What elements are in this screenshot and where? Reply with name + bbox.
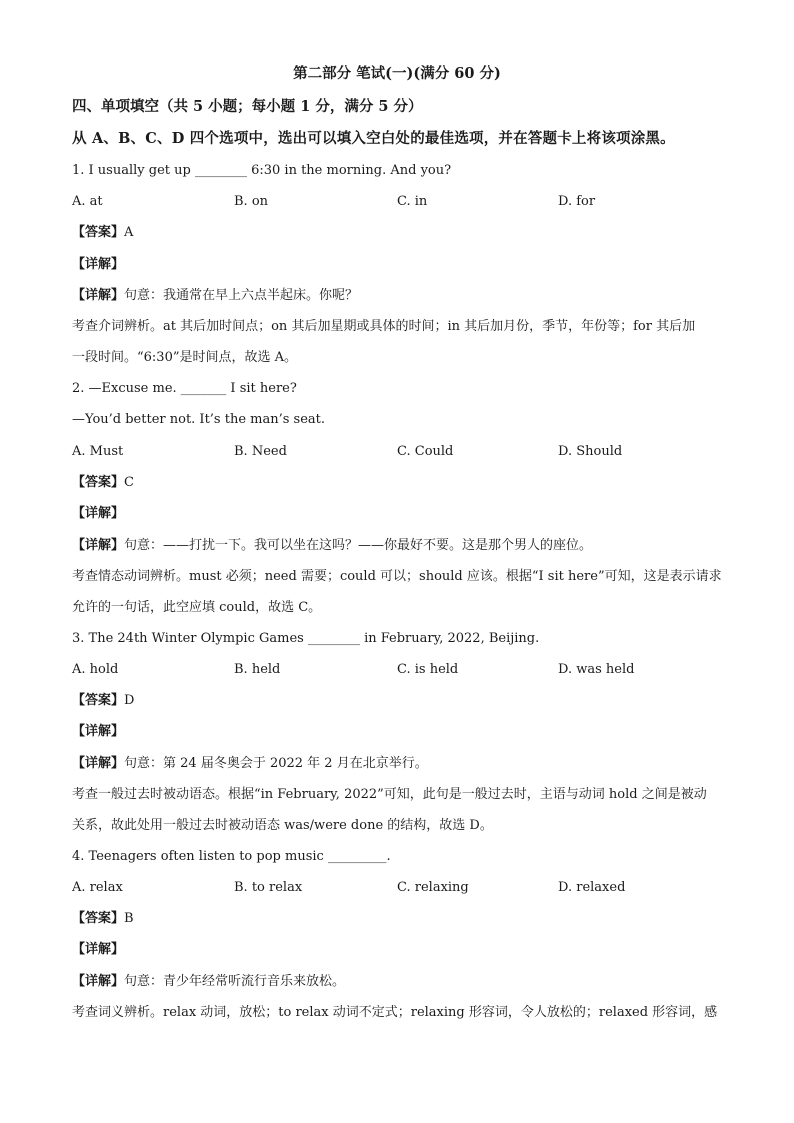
detail-label: 【详解】 [72, 506, 125, 521]
answer-value: C [124, 475, 134, 490]
answer-label: 【答案】 [72, 911, 125, 926]
question-4-option-b: B. to relax [234, 880, 303, 895]
question-2-option-b: B. Need [234, 444, 287, 459]
question-1-option-c: C. in [397, 194, 428, 209]
question-1-stem: 1. I usually get up ________ 6:30 in the morning. And you? [72, 163, 452, 178]
question-1-analysis-line-1: 考查介词辨析。at 其后加时间点；on 其后加星期或具体的时间；in 其后加月份，季节，年份等；for 其后加 [72, 319, 696, 334]
question-3-analysis-line-1: 考查一般过去时被动语态。根据“in February, 2022”可知，此句是一般过去时，主语与动词 hold 之间是被动 [72, 787, 707, 802]
page-title: 第二部分 笔试(一)(满分 60 分) [293, 65, 501, 82]
detail-label: 【详解】 [72, 942, 125, 957]
question-2-option-d: D. Should [558, 444, 623, 459]
question-3-analysis-line-2: 关系，故此处用一般过去时被动语态 was/were done 的结构，故选 D。 [72, 818, 493, 833]
answer-label: 【答案】 [72, 693, 125, 708]
section-heading: 四、单项填空（共 5 小题；每小题 1 分，满分 5 分） [72, 98, 423, 115]
question-2-option-c: C. Could [397, 444, 454, 459]
instructions: 从 A、B、C、D 四个选项中，选出可以填入空白处的最佳选项，并在答题卡上将该项涂黑。 [72, 130, 675, 147]
question-2-stem-line-2: —You’d better not. It’s the man’s seat. [72, 412, 326, 427]
question-3-answer [72, 693, 134, 709]
question-2-option-a: A. Must [72, 444, 124, 459]
answer-value: D [124, 693, 135, 708]
detail-label: 【详解】 [72, 724, 125, 739]
answer-value: A [124, 225, 134, 240]
detail-label: 【详解】 [72, 288, 125, 303]
question-2-translation [72, 538, 592, 554]
question-1-analysis-line-2: 一段时间。“6:30”是时间点，故选 A。 [72, 350, 298, 365]
question-1-detail-heading [72, 257, 124, 273]
answer-value: B [124, 911, 134, 926]
question-4-detail-heading [72, 942, 124, 958]
detail-label: 【详解】 [72, 756, 125, 771]
question-4-option-a: A. relax [72, 880, 123, 895]
question-3-stem: 3. The 24th Winter Olympic Games ________ in February, 2022, Beijing. [72, 631, 540, 646]
detail-label: 【详解】 [72, 974, 125, 989]
question-4-answer [72, 911, 134, 927]
translation-text: 句意：——打扰一下。我可以坐在这吗？——你最好不要。这是那个男人的座位。 [124, 538, 593, 553]
translation-text: 句意：第 24 届冬奥会于 2022 年 2 月在北京举行。 [124, 756, 428, 771]
question-1-translation [72, 288, 358, 304]
question-4-analysis-line-1: 考查词义辨析。relax 动词，放松；to relax 动词不定式；relaxing 形容词，令人放松的；relaxed 形容词，感 [72, 1005, 718, 1020]
detail-label: 【详解】 [72, 538, 125, 553]
question-2-detail-heading [72, 506, 124, 522]
question-1-option-a: A. at [72, 194, 103, 209]
question-1-option-b: B. on [234, 194, 269, 209]
question-3-option-a: A. hold [72, 662, 119, 677]
translation-text: 句意：青少年经常听流行音乐来放松。 [124, 974, 346, 989]
translation-text: 句意：我通常在早上六点半起床。你呢？ [124, 288, 359, 303]
detail-label: 【详解】 [72, 257, 125, 272]
question-4-stem: 4. Teenagers often listen to pop music _________. [72, 849, 391, 864]
question-2-stem-line-1: 2. —Excuse me. _______ I sit here? [72, 381, 297, 396]
question-2-analysis-line-1: 考查情态动词辨析。must 必须；need 需要；could 可以；should 应该。根据“I sit here”可知，这是表示请求 [72, 569, 722, 584]
question-2-analysis-line-2: 允许的一句话，此空应填 could，故选 C。 [72, 600, 322, 615]
question-1-answer [72, 225, 133, 241]
question-4-translation [72, 974, 345, 990]
question-4-option-c: C. relaxing [397, 880, 469, 895]
answer-label: 【答案】 [72, 225, 125, 240]
question-1-option-d: D. for [558, 194, 596, 209]
question-3-option-c: C. is held [397, 662, 459, 677]
question-3-translation [72, 756, 428, 772]
question-2-answer [72, 475, 134, 491]
answer-label: 【答案】 [72, 475, 125, 490]
question-3-option-b: B. held [234, 662, 281, 677]
question-3-option-d: D. was held [558, 662, 635, 677]
question-4-option-d: D. relaxed [558, 880, 626, 895]
question-3-detail-heading [72, 724, 124, 740]
